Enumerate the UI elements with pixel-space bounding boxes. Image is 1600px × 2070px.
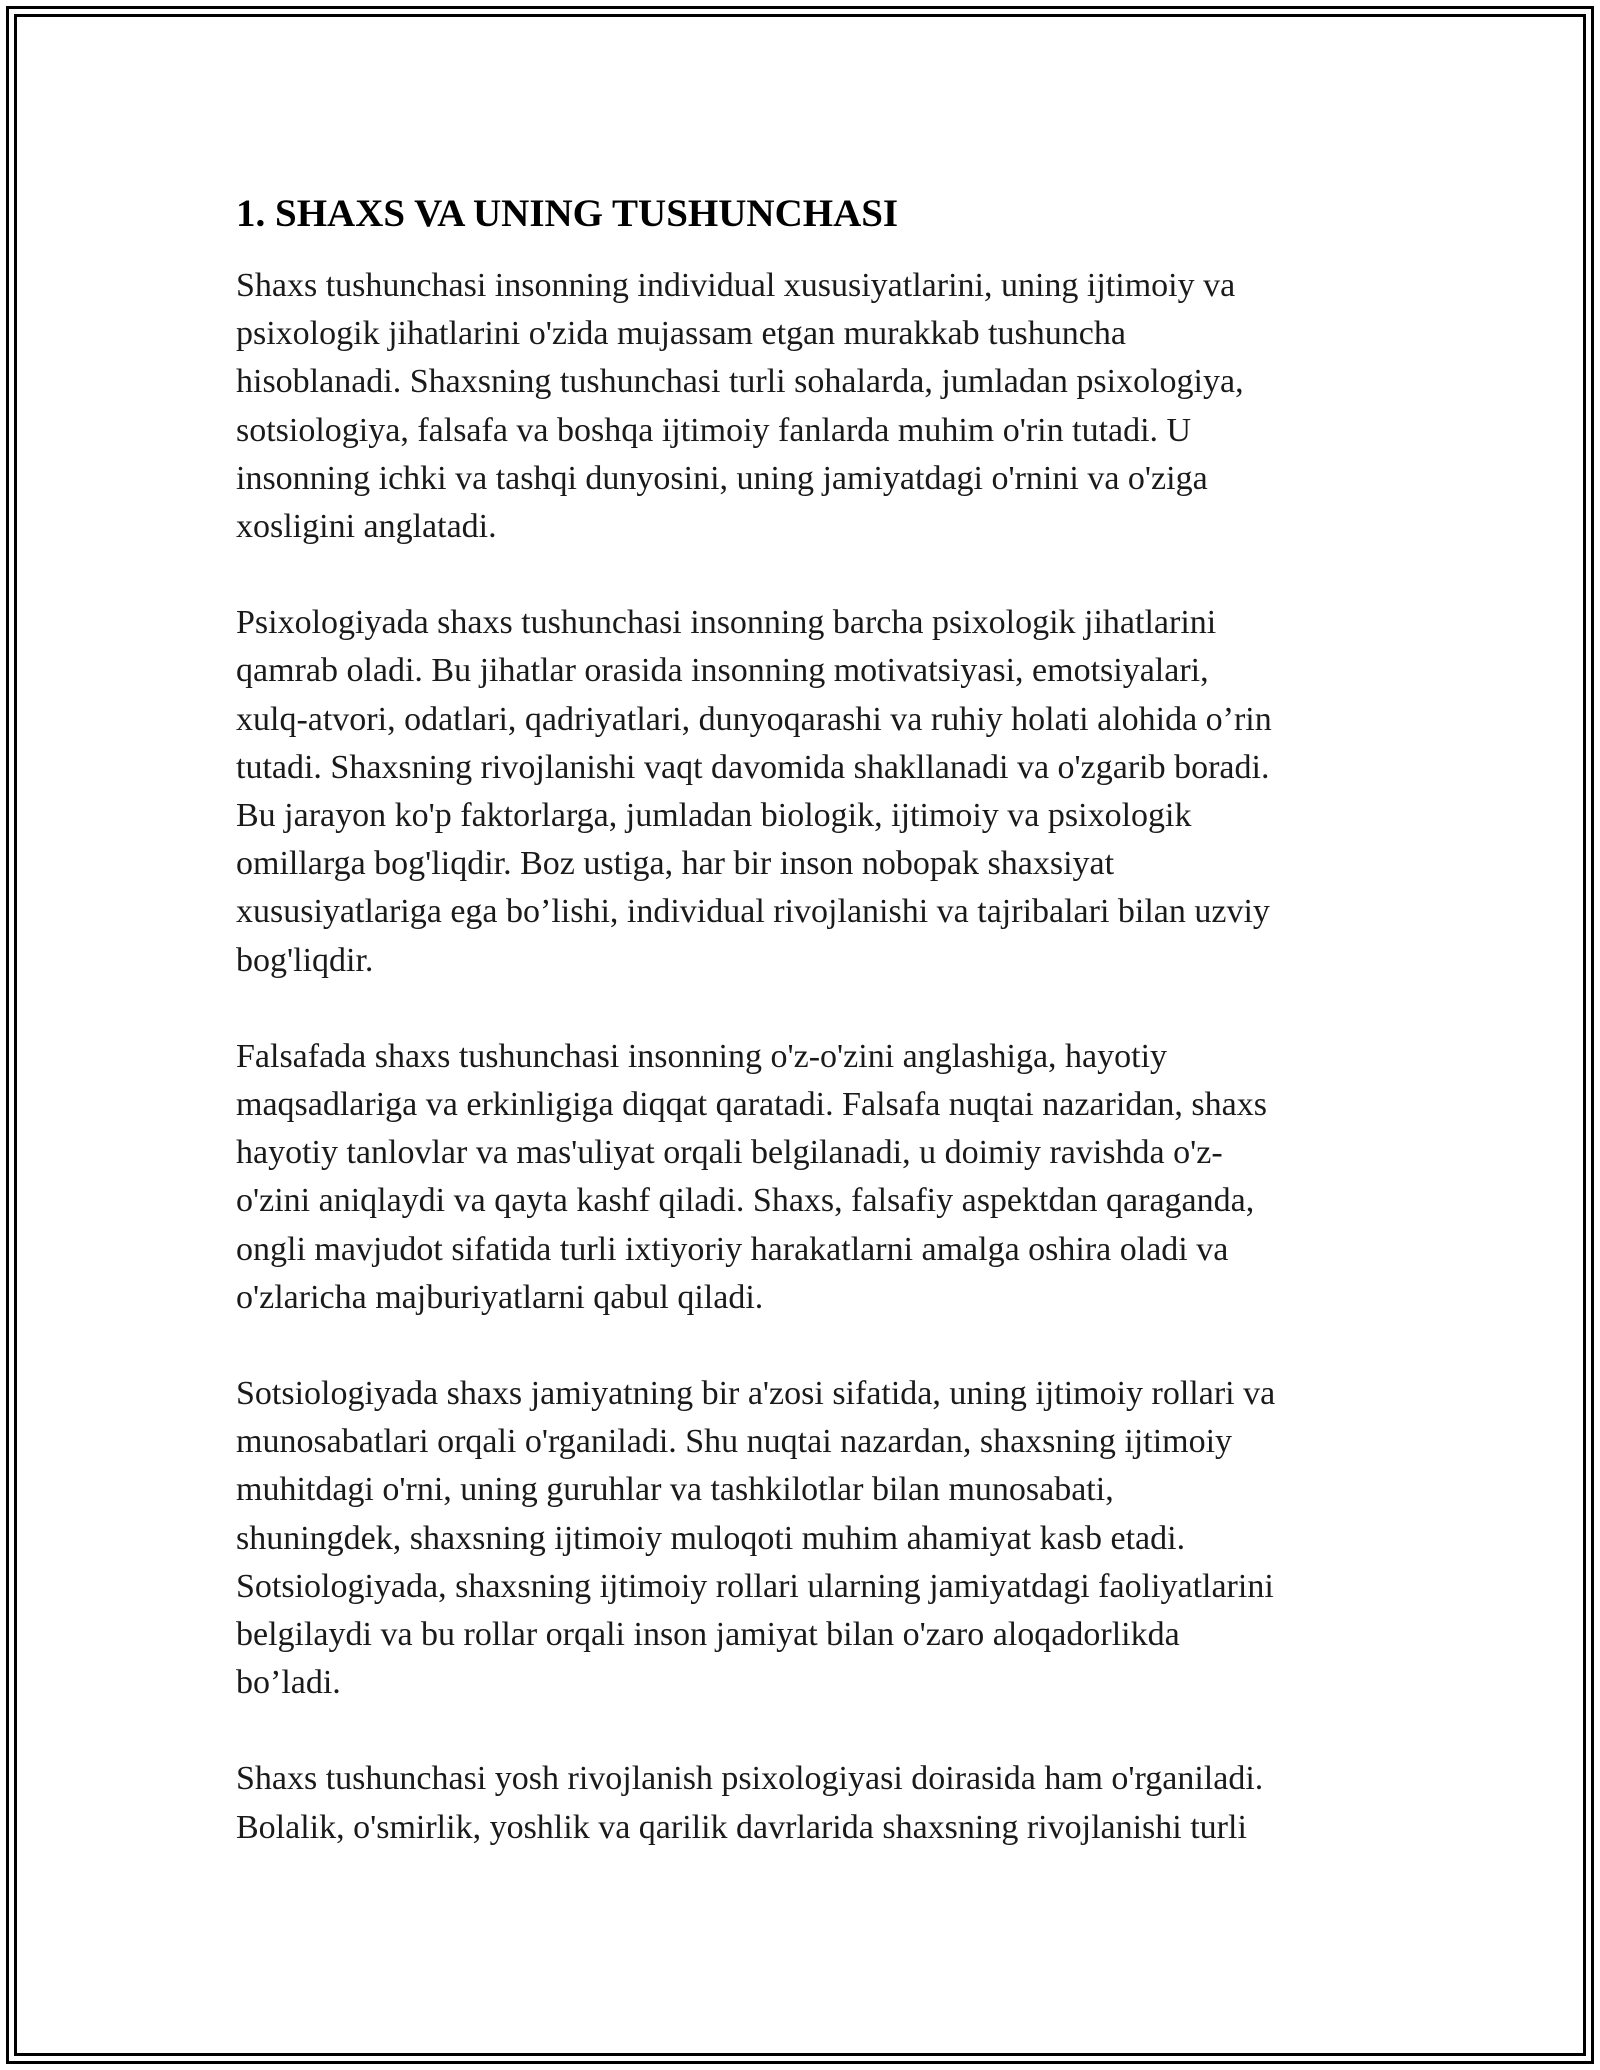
paragraph	[236, 1370, 1376, 1707]
paragraphs-container	[236, 262, 1376, 1852]
paragraph-line: sotsiologiya, falsafa va boshqa ijtimoiy fanlarda muhim o'rin tutadi. U	[236, 411, 1192, 449]
paragraph-line: psixologik jihatlarini o'zida mujassam etgan murakkab tushuncha	[236, 315, 1126, 353]
paragraph	[236, 262, 1376, 551]
paragraph-line: belgilaydi va bu rollar orqali inson jamiyat bilan o'zaro aloqadorlikda	[236, 1616, 1180, 1654]
paragraph-line: shuningdek, shaxsning ijtimoiy muloqoti muhim ahamiyat kasb etadi.	[236, 1519, 1186, 1557]
paragraph-line: ongli mavjudot sifatida turli ixtiyoriy harakatlarni amalga oshira oladi va	[236, 1230, 1229, 1268]
paragraph-line: xususiyatlariga ega bo’lishi, individual rivojlanishi va tajribalari bilan uzviy	[236, 893, 1270, 931]
paragraph-line: hayotiy tanlovlar va mas'uliyat orqali belgilanadi, u doimiy ravishda o'z-	[236, 1134, 1223, 1172]
paragraph-line: o'zlaricha majburiyatlarni qabul qiladi.	[236, 1278, 764, 1316]
paragraph-line: Sotsiologiyada, shaxsning ijtimoiy rollari ularning jamiyatdagi faoliyatlarini	[236, 1567, 1274, 1605]
paragraph-line: insonning ichki va tashqi dunyosini, uning jamiyatdagi o'rnini va o'ziga	[236, 459, 1208, 497]
paragraph-line: bog'liqdir.	[236, 941, 374, 979]
paragraph-line: Bolalik, o'smirlik, yoshlik va qarilik davrlarida shaxsning rivojlanishi turli	[236, 1808, 1247, 1846]
paragraph-line: maqsadlariga va erkinligiga diqqat qaratadi. Falsafa nuqtai nazaridan, shaxs	[236, 1086, 1267, 1124]
paragraph-line: Falsafada shaxs tushunchasi insonning o'z-o'zini anglashiga, hayotiy	[236, 1037, 1168, 1075]
paragraph-line: qamrab oladi. Bu jihatlar orasida insonning motivatsiyasi, emotsiyalari,	[236, 652, 1209, 690]
paragraph-line: munosabatlari orqali o'rganiladi. Shu nuqtai nazardan, shaxsning ijtimoiy	[236, 1423, 1233, 1461]
document-body	[236, 186, 1376, 1900]
paragraph-line: bo’ladi.	[236, 1664, 341, 1702]
paragraph	[236, 1033, 1376, 1322]
paragraph-line: o'zini aniqlaydi va qayta kashf qiladi. Shaxs, falsafiy aspektdan qaraganda,	[236, 1182, 1255, 1220]
paragraph-line: xulq-atvori, odatlari, qadriyatlari, dunyoqarashi va ruhiy holati alohida o’rin	[236, 700, 1272, 738]
paragraph	[236, 599, 1376, 985]
paragraph-line: Bu jarayon ko'p faktorlarga, jumladan biologik, ijtimoiy va psixologik	[236, 797, 1192, 835]
paragraph-line: omillarga bog'liqdir. Boz ustiga, har bir inson nobopak shaxsiyat	[236, 845, 1115, 883]
paragraph-line: Psixologiyada shaxs tushunchasi insonning barcha psixologik jihatlarini	[236, 604, 1217, 642]
paragraph-line: Shaxs tushunchasi insonning individual xususiyatlarini, uning ijtimoiy va	[236, 267, 1236, 304]
paragraph-line: Sotsiologiyada shaxs jamiyatning bir a'zosi sifatida, uning ijtimoiy rollari va	[236, 1375, 1276, 1413]
paragraph	[236, 1755, 1376, 1851]
paragraph-line: xosligini anglatadi.	[236, 508, 497, 546]
paragraph-line: Shaxs tushunchasi yosh rivojlanish psixologiyasi doirasida ham o'rganiladi.	[236, 1760, 1264, 1798]
paragraph-line: tutadi. Shaxsning rivojlanishi vaqt davomida shakllanadi va o'zgarib boradi.	[236, 748, 1270, 786]
section-heading: 1. SHAXS VA UNING TUSHUNCHASI	[236, 192, 899, 235]
paragraph-line: muhitdagi o'rni, uning guruhlar va tashkilotlar bilan munosabati,	[236, 1471, 1114, 1509]
paragraph-line: hisoblanadi. Shaxsning tushunchasi turli sohalarda, jumladan psixologiya,	[236, 363, 1244, 401]
